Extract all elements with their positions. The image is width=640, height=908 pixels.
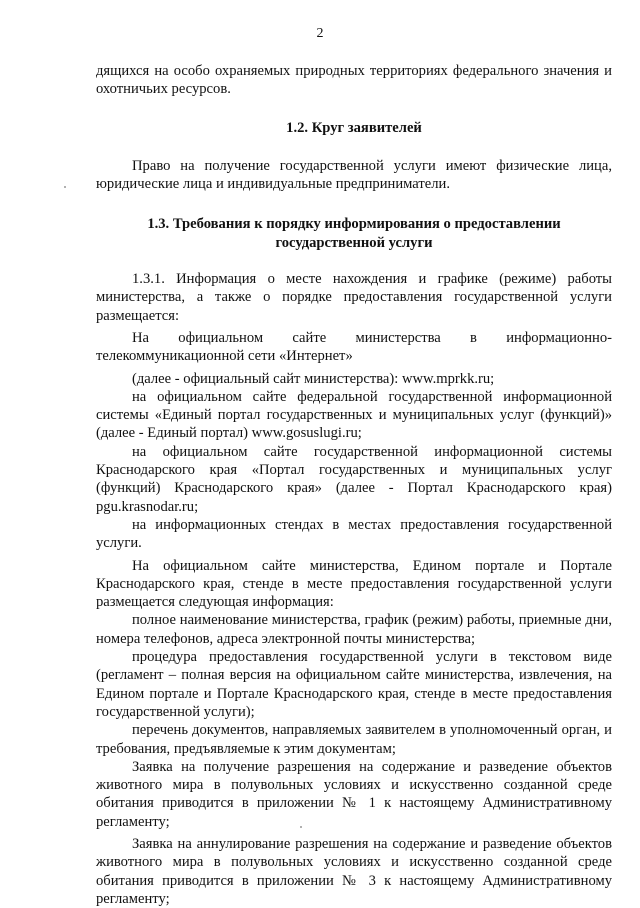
paragraph-published-info: На официальном сайте министерства, Едином портале и Портале Краснодарского края, стенде в месте предоставления государственной услуги размещается следующая информация: [96, 557, 612, 611]
paragraph-procedure: процедура предоставления государственной услуги в текстовом виде (регламент – полная версия на официальном сайте министерства, извлечения, на Едином портале и Портале Краснодарского края, стенде в месте предоставления государственной услуги); [96, 649, 612, 720]
section-1-2-heading: 1.2. Круг заявителей [286, 119, 422, 136]
paragraph-krasnodar-portal: на официальном сайте государственной информационной системы Краснодарского края «Портал государственных и муниципальных услуг (функций) Краснодарского края» (далее - Портал Краснодарского края) pgu.krasnodar.ru; [96, 443, 612, 515]
paragraph-official-site: На официальном сайте министерства в информационно-телекоммуникационной сети «Интернет» [96, 329, 612, 365]
document-body [96, 62, 612, 908]
paragraph-1-3-1: 1.3.1. Информация о месте нахождения и графике (режиме) работы министерства, а также о порядке предоставления государственной услуги размещается: [96, 271, 612, 324]
page-number: 2 [316, 26, 324, 41]
paragraph-official-site-url: (далее - официальный сайт министерства): www.mprkk.ru; [132, 370, 495, 387]
paragraph-info-stands: на информационных стендах в местах предоставления государственной услуги. [96, 516, 612, 552]
paragraph-unified-portal: на официальном сайте федеральной государственной информационной системы «Единый портал государственных и муниципальных услуг (функций)» (далее - Единый портал) www.gosuslugi.ru; [96, 388, 612, 442]
paragraph-application-3: Заявка на аннулирование разрешения на содержание и разведение объектов животного мира в полувольных условиях и искусственно созданной среде обитания приводится в приложении № 3 к настоящему Административному регламенту; [96, 835, 612, 907]
paragraph-documents-list: перечень документов, направляемых заявителем в уполномоченный орган, и требования, предъявляемые к этим документам; [96, 722, 612, 757]
section-1-3-heading: 1.3. Требования к порядку информирования о предоставлении государственной услуги [147, 216, 561, 251]
scan-speck [64, 186, 66, 188]
scan-speck [300, 826, 302, 828]
section-1-2-paragraph: Право на получение государственной услуги имеют физические лица, юридические лица и индивидуальные предприниматели. [96, 157, 612, 193]
continuation-paragraph: дящихся на особо охраняемых природных территориях федерального значения и охотничьих ресурсов. [96, 63, 612, 98]
paragraph-ministry-name: полное наименование министерства, график (режим) работы, приемные дни, номера телефонов, адреса электронной почты министерства; [96, 612, 612, 647]
paragraph-application-1: Заявка на получение разрешения на содержание и разведение объектов животного мира в полувольных условиях и искусственно созданной среде обитания приводится в приложении № 1 к настоящему Административному регламенту; [96, 758, 612, 830]
